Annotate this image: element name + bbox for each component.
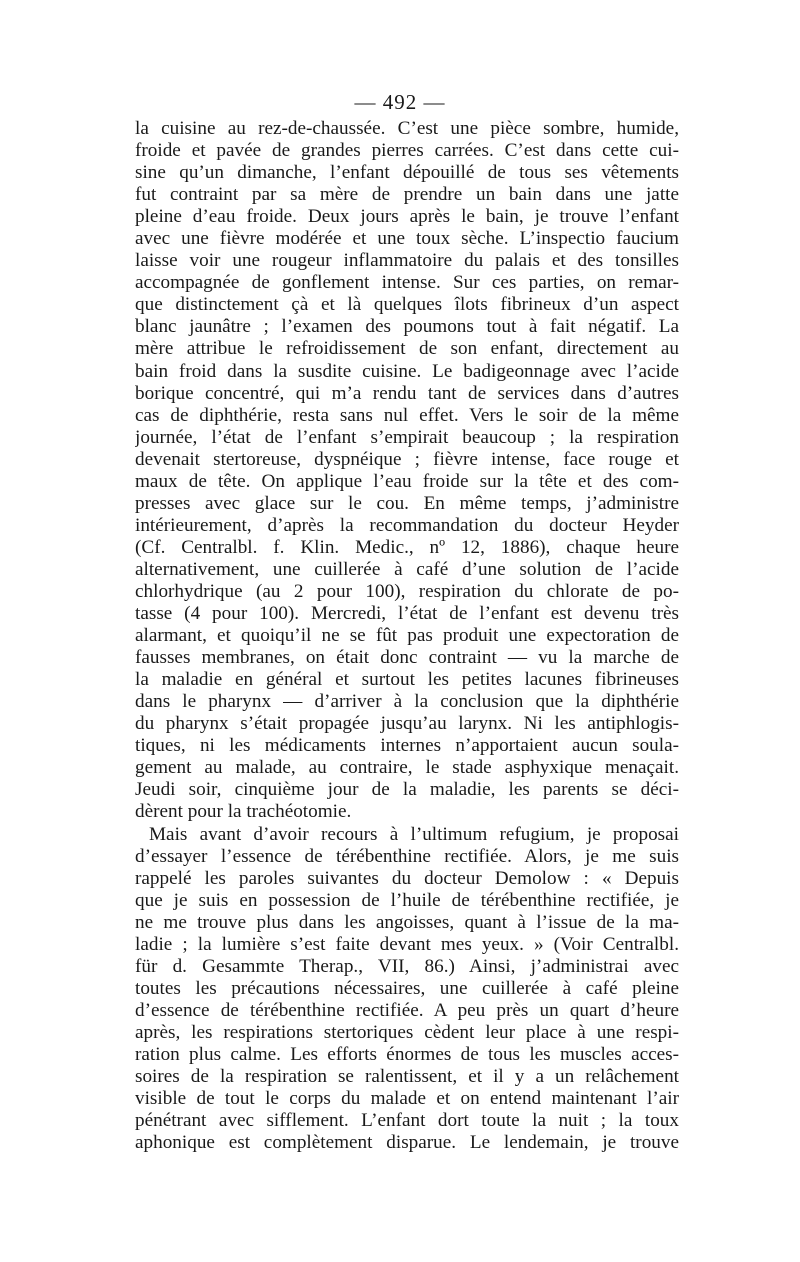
text-line: alarmant, et quoiqu’il ne se fût pas produit une expectoration de (135, 625, 679, 647)
text-line: froide et pavée de grandes pierres carrées. C’est dans cette cui- (135, 140, 679, 162)
text-line: (Cf. Centralbl. f. Klin. Medic., nº 12, 1886), chaque heure (135, 536, 679, 558)
text-line: ration plus calme. Les efforts énormes de tous les muscles acces- (135, 1043, 679, 1065)
text-line: visible de tout le corps du malade et on entend maintenant l’air (135, 1088, 679, 1110)
text-line: blanc jaunâtre ; l’examen des poumons tout à fait négatif. La (135, 316, 679, 338)
text-line: gement au malade, au contraire, le stade asphyxique menaçait. (135, 757, 679, 779)
text-line: devenait stertoreuse, dyspnéique ; fièvre intense, face rouge et (135, 448, 679, 470)
text-line: pleine d’eau froide. Deux jours après le bain, je trouve l’enfant (135, 206, 679, 228)
text-line: d’essence de térébenthine rectifiée. A peu près un quart d’heure (135, 999, 679, 1021)
text-line: ladie ; la lumière s’est faite devant mes yeux. » (Voir Centralbl. (135, 933, 679, 955)
text-line: d’essayer l’essence de térébenthine rectifiée. Alors, je me suis (135, 845, 679, 867)
text-line: alternativement, une cuillerée à café d’une solution de l’acide (135, 558, 679, 580)
text-line: fut contraint par sa mère de prendre un bain dans une jatte (135, 184, 679, 206)
text-line: pénétrant avec sifflement. L’enfant dort toute la nuit ; la toux (135, 1110, 679, 1132)
text-line: Jeudi soir, cinquième jour de la maladie, les parents se déci- (135, 779, 679, 801)
text-line: maux de tête. On applique l’eau froide sur la tête et des com- (135, 470, 679, 492)
text-line: für d. Gesammte Therap., VII, 86.) Ainsi, j’administrai avec (135, 955, 679, 977)
page-number: — 492 — (354, 90, 446, 114)
text-line: que distinctement çà et là quelques îlots fibrineux d’un aspect (135, 294, 679, 316)
text-line: presses avec glace sur le cou. En même temps, j’administre (135, 492, 679, 514)
text-line: tasse (4 pour 100). Mercredi, l’état de l’enfant est devenu très (135, 603, 679, 625)
text-line: cas de diphthérie, resta sans nul effet. Vers le soir de la même (135, 404, 679, 426)
text-line: accompagnée de gonflement intense. Sur ces parties, on remar- (135, 272, 679, 294)
text-line: fausses membranes, on était donc contraint — vu la marche de (135, 647, 679, 669)
text-line: ne me trouve plus dans les angoisses, quant à l’issue de la ma- (135, 911, 679, 933)
text-line: mère attribue le refroidissement de son enfant, directement au (135, 338, 679, 360)
text-line: dans le pharynx — d’arriver à la conclusion que la diphthérie (135, 691, 679, 713)
text-line: aphonique est complètement disparue. Le lendemain, je trouve (135, 1132, 679, 1154)
text-line: Mais avant d’avoir recours à l’ultimum refugium, je proposai (149, 823, 679, 845)
text-line: bain froid dans la susdite cuisine. Le badigeonnage avec l’acide (135, 360, 679, 382)
text-line: chlorhydrique (au 2 pour 100), respiration du chlorate de po- (135, 580, 679, 602)
text-line: la cuisine au rez-de-chaussée. C’est une pièce sombre, humide, (135, 118, 679, 139)
text-line: borique concentré, qui m’a rendu tant de services dans d’autres (135, 382, 679, 404)
text-line: dèrent pour la trachéotomie. (135, 801, 352, 823)
text-line: sine qu’un dimanche, l’enfant dépouillé de tous ses vêtements (135, 162, 679, 184)
text-line: avec une fièvre modérée et une toux sèche. L’inspectio faucium (135, 228, 679, 250)
text-line: la maladie en général et surtout les petites lacunes fibrineuses (135, 669, 679, 691)
text-line: soires de la respiration se ralentissent, et il y a un relâchement (135, 1066, 679, 1088)
text-line: du pharynx s’était propagée jusqu’au larynx. Ni les antiphlogis- (135, 713, 679, 735)
body-text (135, 118, 679, 1154)
text-line: laisse voir une rougeur inflammatoire du palais et des tonsilles (135, 250, 679, 272)
text-line: intérieurement, d’après la recommandation du docteur Heyder (135, 514, 679, 536)
text-line: après, les respirations stertoriques cèdent leur place à une respi- (135, 1021, 679, 1043)
text-line: tiques, ni les médicaments internes n’apportaient aucun soula- (135, 735, 679, 757)
text-line: que je suis en possession de l’huile de térébenthine rectifiée, je (135, 889, 679, 911)
text-line: toutes les précautions nécessaires, une cuillerée à café pleine (135, 977, 679, 999)
text-line: journée, l’état de l’enfant s’empirait beaucoup ; la respiration (135, 426, 679, 448)
text-line: rappelé les paroles suivantes du docteur Demolow : « Depuis (135, 867, 679, 889)
